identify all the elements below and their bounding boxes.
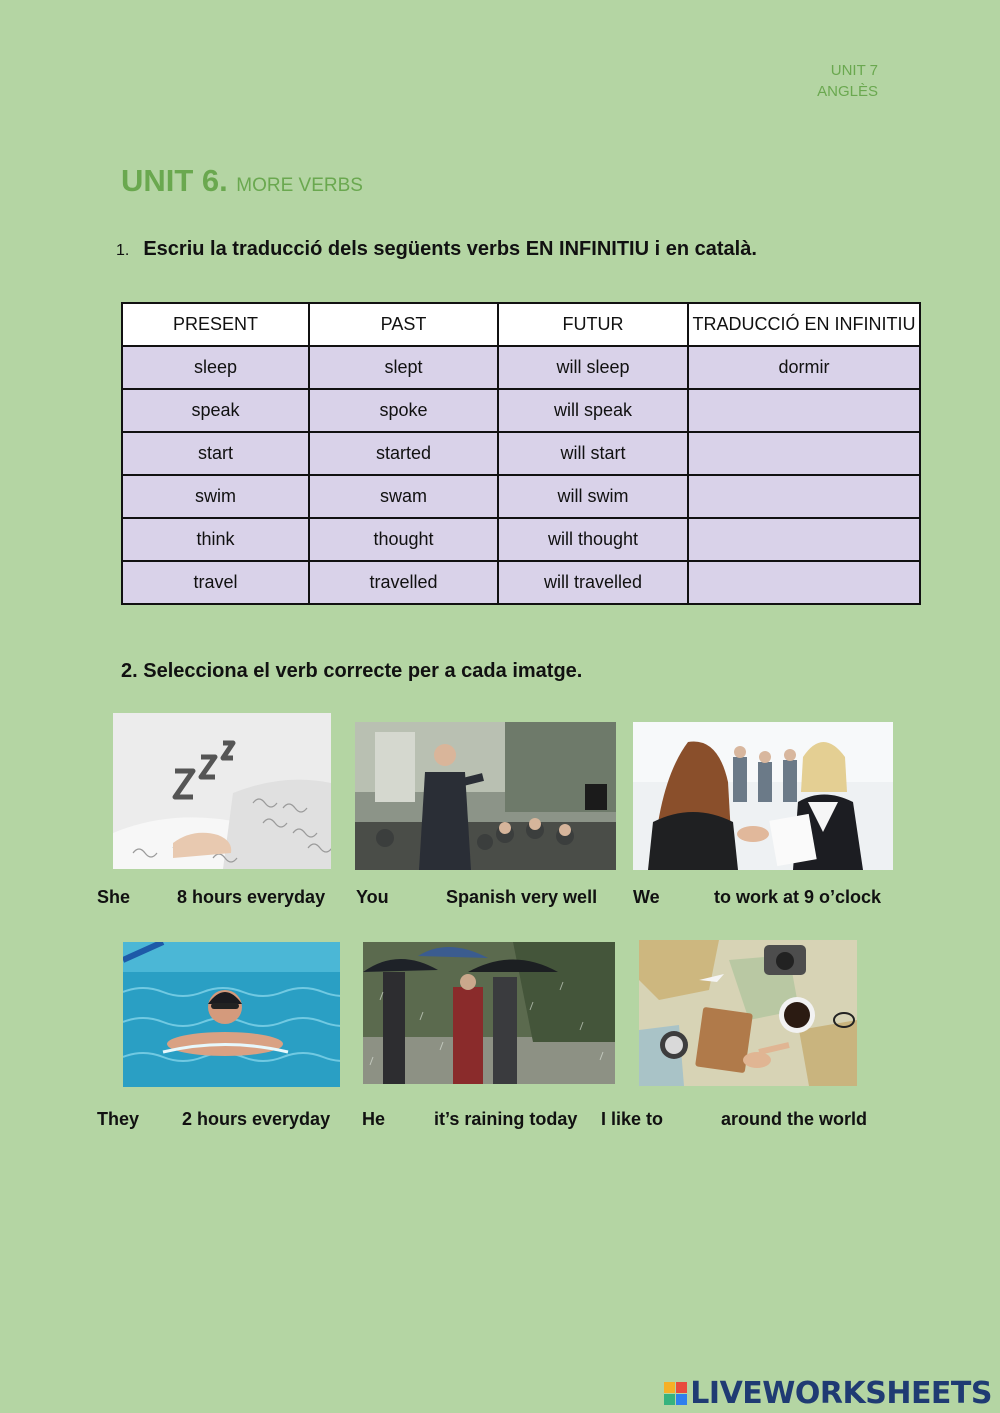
page-title bbox=[121, 163, 363, 199]
title-main: UNIT 6. bbox=[121, 163, 228, 198]
swimmer-pool-image bbox=[123, 942, 340, 1087]
subject-label: ANGLÈS bbox=[817, 83, 878, 100]
header-traduccio: TRADUCCIÓ EN INFINITIU bbox=[688, 303, 920, 346]
verb-table bbox=[121, 302, 921, 605]
translation-input-cell[interactable] bbox=[688, 518, 920, 561]
travel-map-image bbox=[639, 940, 857, 1086]
cell-translation: dormir bbox=[688, 346, 920, 389]
item6-before: I like to bbox=[601, 1109, 664, 1129]
table-row bbox=[122, 561, 920, 604]
translation-input-cell[interactable] bbox=[688, 561, 920, 604]
header-present: PRESENT bbox=[122, 303, 309, 346]
cell-past: started bbox=[309, 432, 498, 475]
table-row bbox=[122, 432, 920, 475]
item6-after: around the world bbox=[721, 1109, 867, 1129]
cell-past: spoke bbox=[309, 389, 498, 432]
cell-present: travel bbox=[122, 561, 309, 604]
item2-after: Spanish very well bbox=[446, 887, 598, 907]
translation-input-cell[interactable] bbox=[688, 475, 920, 518]
cell-present: speak bbox=[122, 389, 309, 432]
cell-present: swim bbox=[122, 475, 309, 518]
cell-futur: will thought bbox=[498, 518, 688, 561]
unit-label: UNIT 7 bbox=[830, 62, 878, 79]
table-row bbox=[122, 475, 920, 518]
logo-blocks-icon bbox=[664, 1382, 687, 1405]
exercise2-instruction: 2. Selecciona el verb correcte per a cada imatge. bbox=[121, 660, 583, 682]
item5-before: He bbox=[362, 1109, 386, 1129]
cell-futur: will sleep bbox=[498, 346, 688, 389]
cell-futur: will swim bbox=[498, 475, 688, 518]
item5-after: it’s raining today bbox=[434, 1109, 578, 1129]
exercise1-text: Escriu la traducció dels següents verbs EN INFINITIU i en català. bbox=[143, 238, 757, 260]
cell-futur: will start bbox=[498, 432, 688, 475]
cell-past: swam bbox=[309, 475, 498, 518]
translation-input-cell[interactable] bbox=[688, 432, 920, 475]
item3-after: to work at 9 o’clock bbox=[714, 887, 882, 907]
cell-present: sleep bbox=[122, 346, 309, 389]
cell-futur: will speak bbox=[498, 389, 688, 432]
item3-before: We bbox=[633, 887, 660, 907]
cell-present: start bbox=[122, 432, 309, 475]
logo-text: LIVEWORKSHEETS bbox=[690, 1376, 992, 1411]
item2-before: You bbox=[356, 887, 389, 907]
exercise1-number: 1. bbox=[116, 242, 130, 259]
cell-past: slept bbox=[309, 346, 498, 389]
translation-input-cell[interactable] bbox=[688, 389, 920, 432]
cell-past: thought bbox=[309, 518, 498, 561]
sleeping-person-image bbox=[113, 713, 331, 869]
umbrellas-rain-image bbox=[363, 942, 615, 1084]
table-row bbox=[122, 389, 920, 432]
exercise1-instruction bbox=[116, 238, 757, 261]
table-header-row bbox=[122, 303, 920, 346]
item4-after: 2 hours everyday bbox=[182, 1109, 331, 1129]
item1-after: 8 hours everyday bbox=[177, 887, 326, 907]
item4-before: They bbox=[97, 1109, 140, 1129]
speaker-audience-image bbox=[355, 722, 616, 870]
header-futur: FUTUR bbox=[498, 303, 688, 346]
table-row bbox=[122, 518, 920, 561]
title-sub: MORE VERBS bbox=[236, 175, 363, 196]
cell-past: travelled bbox=[309, 561, 498, 604]
item1-before: She bbox=[97, 887, 131, 907]
cell-futur: will travelled bbox=[498, 561, 688, 604]
cell-present: think bbox=[122, 518, 309, 561]
handshake-office-image bbox=[633, 722, 893, 870]
header-past: PAST bbox=[309, 303, 498, 346]
table-row bbox=[122, 346, 920, 389]
header-unit-info bbox=[817, 60, 878, 102]
liveworksheets-logo bbox=[664, 1376, 992, 1411]
